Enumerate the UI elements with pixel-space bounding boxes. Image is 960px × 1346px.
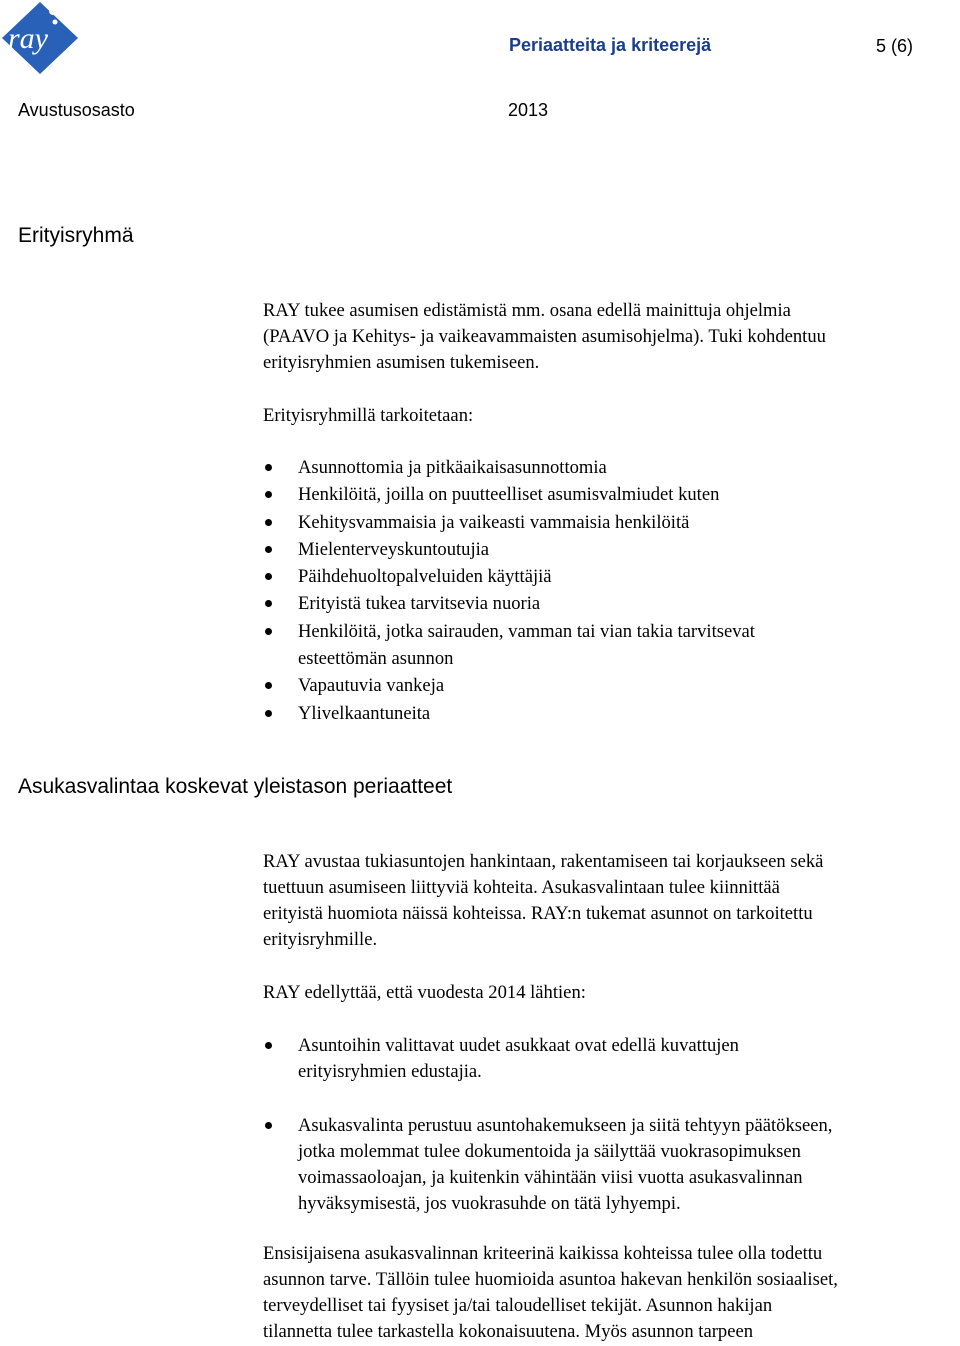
bullet-icon bbox=[265, 682, 272, 689]
document-title: Periaatteita ja kriteerejä bbox=[509, 35, 712, 55]
bullet-icon bbox=[265, 519, 272, 526]
bullet-icon bbox=[265, 710, 272, 717]
list-item: Erityistä tukea tarvitsevia nuoria bbox=[263, 590, 953, 617]
text-line: RAY tukee asumisen edistämistä mm. osana edellä mainittuja ohjelmia bbox=[263, 300, 791, 321]
list-item: Mielenterveyskuntoutujia bbox=[263, 536, 953, 563]
bullet-icon bbox=[265, 600, 272, 607]
list-item: Asuntoihin valittavat uudet asukkaat ovat edellä kuvattujen erityisryhmien edustajia. bbox=[263, 1033, 953, 1085]
text-line: (PAAVO ja Kehitys- ja vaikeavammaisten asumisohjelma). Tuki kohdentuu bbox=[263, 326, 826, 347]
text-line: RAY avustaa tukiasuntojen hankintaan, rakentamiseen tai korjaukseen sekä bbox=[263, 851, 824, 872]
svg-text:ray: ray bbox=[8, 22, 48, 55]
list-item: Ylivelkaantuneita bbox=[263, 700, 953, 727]
text-line: Ensisijaisena asukasvalinnan kriteerinä kaikissa kohteissa tulee olla todettu bbox=[263, 1243, 823, 1264]
list-item: Kehitysvammaisia ja vaikeasti vammaisia henkilöitä bbox=[263, 509, 953, 536]
page-number: 5 (6) bbox=[876, 36, 914, 56]
text-line: terveydelliset tai fyysiset ja/tai taloudelliset tekijät. Asunnon hakijan bbox=[263, 1295, 773, 1316]
list-item: Henkilöitä, joilla on puutteelliset asumisvalmiudet kuten bbox=[263, 481, 953, 508]
list-item: Asukasvalinta perustuu asuntohakemukseen ja siitä tehtyyn päätökseen, jotka molemmat tulee dokumentoida ja säilyttää vuokrasopimuksen voimassaoloajan, ja kuitenkin vähintään viisi vuotta asukasvalinnan hyväksymisestä, jos vuokrasuhde on tätä lyhyempi. bbox=[263, 1113, 953, 1217]
text-line: erityisryhmien asumisen tukemiseen. bbox=[263, 352, 540, 373]
list-item: Asunnottomia ja pitkäaikaisasunnottomia bbox=[263, 454, 953, 481]
bullet-icon bbox=[265, 1042, 272, 1049]
department-label: Avustusosasto bbox=[18, 100, 135, 120]
section2-paragraph-2 bbox=[263, 1241, 953, 1345]
bullet-icon bbox=[265, 1122, 272, 1129]
text-line: erityisryhmille. bbox=[263, 929, 378, 950]
section-heading-erityisryhma: Erityisryhmä bbox=[18, 224, 134, 247]
bullet-icon bbox=[265, 464, 272, 471]
bullet-icon bbox=[265, 546, 272, 553]
text-line: tilannetta tulee tarkastella kokonaisuutena. Myös asunnon tarpeen bbox=[263, 1321, 754, 1342]
section2-paragraph-1 bbox=[263, 849, 953, 953]
ray-logo bbox=[0, 0, 82, 76]
requirements-list bbox=[263, 1033, 953, 1245]
bullet-icon bbox=[265, 628, 272, 635]
year-label: 2013 bbox=[508, 100, 549, 120]
section1-list-intro: Erityisryhmillä tarkoitetaan: bbox=[263, 405, 474, 426]
section1-intro-paragraph bbox=[263, 298, 953, 376]
section-heading-asukasvalinta: Asukasvalintaa koskevat yleistason periaatteet bbox=[18, 775, 453, 798]
list-item: Päihdehuoltopalveluiden käyttäjiä bbox=[263, 563, 953, 590]
list-item: Henkilöitä, jotka sairauden, vamman tai vian takia tarvitsevat esteettömän asunnon bbox=[263, 618, 953, 673]
text-line: erityistä huomiota näissä kohteissa. RAY:n tukemat asunnot on tarkoitettu bbox=[263, 903, 813, 924]
section2-list-intro: RAY edellyttää, että vuodesta 2014 lähtien: bbox=[263, 982, 586, 1003]
text-line: asunnon tarve. Tällöin tulee huomioida asuntoa hakevan henkilön sosiaaliset, bbox=[263, 1269, 838, 1290]
text-line: tuettuun asumiseen liittyviä kohteita. Asukasvalintaan tulee kiinnittää bbox=[263, 877, 780, 898]
erityisryhmat-list bbox=[263, 454, 953, 727]
list-item: Vapautuvia vankeja bbox=[263, 672, 953, 699]
bullet-icon bbox=[265, 491, 272, 498]
bullet-icon bbox=[265, 573, 272, 580]
